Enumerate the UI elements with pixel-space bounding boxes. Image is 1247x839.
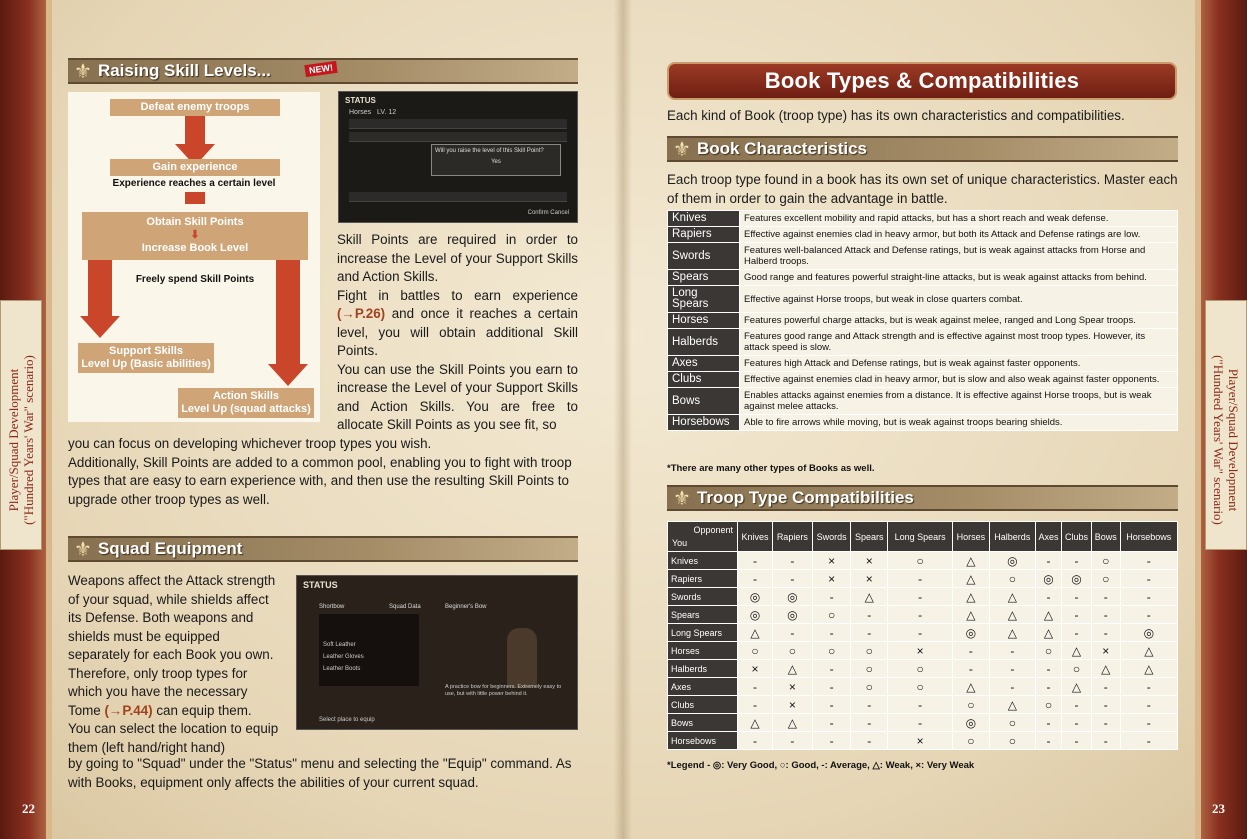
compat-row-header: Rapiers: [668, 570, 738, 588]
compat-cell: ×: [888, 732, 953, 750]
troop-type-description: Enables attacks against enemies from a distance. It is effective against Horse troops, but is weak against melee attacks.: [740, 388, 1178, 415]
compat-cell: -: [989, 678, 1035, 696]
compat-cell: ○: [1062, 660, 1092, 678]
characteristics-row: [668, 372, 1178, 388]
compat-row: [668, 606, 1178, 624]
book-gutter: [614, 0, 632, 839]
compat-row: [668, 570, 1178, 588]
status-skill-screenshot: STATUS Horses LV. 12 Will you raise the level of this Skill Point? Yes Confirm Cancel: [338, 91, 578, 223]
compat-cell: -: [888, 714, 953, 732]
characteristics-row: [668, 227, 1178, 243]
compat-cell: -: [1035, 588, 1061, 606]
flow-spend-note: Freely spend Skill Points: [135, 274, 255, 285]
book-characteristics-table: [667, 210, 1178, 431]
down-arrow-icon: ⬇: [190, 229, 200, 241]
book-types-intro: Each kind of Book (troop type) has its own characteristics and compatibilities.: [667, 108, 1125, 123]
compat-row: [668, 642, 1178, 660]
compat-cell: -: [851, 732, 888, 750]
compat-cell: ○: [1091, 570, 1120, 588]
raising-p1: Skill Points are required in order to increase the Level of your Support Skills and Action Skills.: [337, 232, 578, 284]
compat-cell: -: [812, 678, 851, 696]
troop-type-description: Good range and features powerful straight-line attacks, but is weak against attacks from behind.: [740, 270, 1178, 286]
compat-cell: -: [1035, 732, 1061, 750]
troop-type-name: Horsebows: [668, 415, 740, 431]
compat-cell: -: [1120, 714, 1177, 732]
compat-row: [668, 714, 1178, 732]
book-characteristics-header: [667, 136, 1178, 162]
troop-type-description: Features powerful charge attacks, but is weak against melee, ranged and Long Spear troops.: [740, 313, 1178, 329]
compat-cell: ○: [812, 642, 851, 660]
compat-column-header: Rapiers: [772, 522, 812, 552]
compat-cell: △: [989, 588, 1035, 606]
compat-cell: ○: [772, 642, 812, 660]
compat-cell: △: [738, 624, 773, 642]
compat-cell: -: [1062, 696, 1092, 714]
compat-cell: △: [953, 552, 990, 570]
compat-row: [668, 588, 1178, 606]
characteristics-row: [668, 415, 1178, 431]
compat-cell: -: [1091, 732, 1120, 750]
characteristics-row: [668, 356, 1178, 372]
compat-row-header: Halberds: [668, 660, 738, 678]
compat-cell: △: [772, 714, 812, 732]
compatibilities-title: Troop Type Compatibilities: [696, 488, 914, 507]
compat-cell: -: [812, 714, 851, 732]
compat-cell: -: [888, 570, 953, 588]
page-ref-44[interactable]: (→P.44): [104, 702, 153, 718]
flow-arrow-action: [276, 260, 300, 366]
compat-cell: ◎: [1035, 570, 1061, 588]
compat-cell: -: [851, 714, 888, 732]
compat-cell: ◎: [772, 606, 812, 624]
compat-cell: △: [1120, 660, 1177, 678]
characteristics-intro: Each troop type found in a book has its own set of unique characteristics. Master each of them in order to gain the advantage in battle.: [667, 172, 1178, 206]
compat-cell: ◎: [953, 624, 990, 642]
troop-type-description: Features excellent mobility and rapid attacks, but has a short reach and weak defense.: [740, 211, 1178, 227]
compat-row-header: Spears: [668, 606, 738, 624]
compat-cell: ○: [989, 570, 1035, 588]
raising-paragraph-bottom: [68, 435, 580, 509]
compat-column-header: Knives: [738, 522, 773, 552]
compat-row-header: Clubs: [668, 696, 738, 714]
fleur-de-lis-icon: ⚜: [673, 137, 691, 161]
book-characteristics-title: Book Characteristics: [696, 139, 868, 158]
right-page-number: 23: [1212, 801, 1225, 816]
compat-cell: △: [989, 696, 1035, 714]
characteristics-row: [668, 286, 1178, 313]
screenshot-troop-row: Horses LV. 12: [349, 109, 397, 116]
compat-cell: ×: [812, 570, 851, 588]
compat-cell: -: [1091, 714, 1120, 732]
compat-cell: -: [1062, 588, 1092, 606]
equipment-p2-cont: by going to "Squad" under the "Status" menu and selecting the "Equip" command. As with Books, equipment only affects the abilities of your current squad.: [68, 756, 572, 790]
compat-cell: -: [888, 588, 953, 606]
left-page-number: 22: [22, 801, 35, 816]
compat-cell: ○: [953, 696, 990, 714]
compat-row-header: Bows: [668, 714, 738, 732]
compat-cell: -: [772, 624, 812, 642]
compat-column-header: Horses: [953, 522, 990, 552]
compat-cell: -: [738, 696, 773, 714]
troop-type-name: Horses: [668, 313, 740, 329]
compat-row-header: Horsebows: [668, 732, 738, 750]
compat-row-header: Knives: [668, 552, 738, 570]
squad-equipment-title: Squad Equipment: [97, 539, 243, 558]
compat-cell: -: [812, 624, 851, 642]
compat-cell: -: [1091, 606, 1120, 624]
compat-row-header: Horses: [668, 642, 738, 660]
compat-column-header: Halberds: [989, 522, 1035, 552]
flow-step-experience: Gain experience: [110, 159, 280, 176]
equipment-p1: Weapons affect the Attack strength of your squad, while shields affect its Defense. Both weapons and shields must be equipped separately for each Book you own. Therefore, only troop types for which you have the necessary Tome (→P.44) can equip them.: [68, 573, 276, 718]
compat-cell: -: [1120, 696, 1177, 714]
compatibility-table: [667, 521, 1178, 750]
compat-cell: -: [1062, 552, 1092, 570]
characteristics-footnote: *There are many other types of Books as well.: [667, 463, 875, 474]
compat-cell: ×: [888, 642, 953, 660]
troop-type-name: Rapiers: [668, 227, 740, 243]
compat-row-header: Long Spears: [668, 624, 738, 642]
compat-cell: -: [772, 732, 812, 750]
compat-cell: △: [953, 606, 990, 624]
flow-arrowhead-action: [268, 364, 308, 386]
compatibilities-header: [667, 485, 1178, 511]
raising-p4: Additionally, Skill Points are added to a common pool, enabling you to fight with troop types that are easy to earn experience with, and then use the resulting Skill Points to upgrade other troop types as well.: [68, 454, 572, 507]
characteristics-row: [668, 270, 1178, 286]
compat-cell: △: [851, 588, 888, 606]
troop-type-description: Features well-balanced Attack and Defense ratings, but is weak against attacks from Horse and Halberd troops.: [740, 243, 1178, 270]
compat-row-header: Axes: [668, 678, 738, 696]
compat-column-header: Axes: [1035, 522, 1061, 552]
compat-cell: △: [953, 570, 990, 588]
compat-cell: -: [1120, 606, 1177, 624]
compat-cell: -: [953, 642, 990, 660]
new-badge: NEW!: [304, 61, 337, 77]
compat-cell: -: [738, 552, 773, 570]
compat-cell: ×: [1091, 642, 1120, 660]
compat-cell: -: [772, 570, 812, 588]
compat-cell: -: [1120, 732, 1177, 750]
troop-type-description: Features high Attack and Defense ratings, but is weak against faster opponents.: [740, 356, 1178, 372]
compat-cell: -: [851, 606, 888, 624]
troop-type-name: Axes: [668, 356, 740, 372]
compat-cell: -: [1091, 678, 1120, 696]
compat-cell: △: [1062, 678, 1092, 696]
compat-row: [668, 624, 1178, 642]
raising-p3: You can use the Skill Points you earn to increase the Level of your Support Skills and Action Skills. You are free to allocate Skill Points as you see fit, so: [337, 361, 578, 432]
compat-cell: △: [953, 588, 990, 606]
compat-row: [668, 696, 1178, 714]
compat-row: [668, 552, 1178, 570]
right-side-label: Player/Squad Development ("Hundred Years' War" scenario): [1211, 355, 1241, 525]
compat-column-header: Clubs: [1062, 522, 1092, 552]
compat-column-header: Bows: [1091, 522, 1120, 552]
raising-paragraph-right: [337, 231, 578, 435]
compat-cell: -: [1035, 714, 1061, 732]
compat-legend: *Legend - ◎: Very Good, ○: Good, -: Average, △: Weak, ×: Very Weak: [667, 760, 975, 771]
compat-cell: -: [812, 732, 851, 750]
compat-cell: ○: [738, 642, 773, 660]
compat-cell: △: [989, 606, 1035, 624]
compat-column-header: Horsebows: [1120, 522, 1177, 552]
compat-cell: -: [1120, 588, 1177, 606]
compat-cell: △: [1035, 606, 1061, 624]
fleur-de-lis-icon: ⚜: [74, 59, 92, 83]
compat-cell: ×: [738, 660, 773, 678]
flow-action-skills: Action Skills Level Up (squad attacks): [178, 388, 314, 418]
compat-cell: △: [1062, 642, 1092, 660]
flow-arrow-2: [185, 192, 205, 204]
troop-type-name: Halberds: [668, 329, 740, 356]
compat-cell: ×: [851, 552, 888, 570]
compat-row: [668, 732, 1178, 750]
troop-type-description: Features good range and Attack strength and is effective against most troop types. However, its attack speed is slow.: [740, 329, 1178, 356]
characteristics-row: [668, 243, 1178, 270]
compat-cell: -: [851, 696, 888, 714]
troop-type-name: Knives: [668, 211, 740, 227]
compat-cell: ○: [888, 660, 953, 678]
screenshot-dialog: Will you raise the level of this Skill Point? Yes: [431, 144, 561, 176]
compat-cell: -: [1062, 624, 1092, 642]
compat-cell: ○: [989, 714, 1035, 732]
compat-cell: -: [738, 570, 773, 588]
compat-row-header: Swords: [668, 588, 738, 606]
troop-type-name: Spears: [668, 270, 740, 286]
compat-cell: △: [772, 660, 812, 678]
compat-cell: -: [989, 642, 1035, 660]
compat-cell: ◎: [1062, 570, 1092, 588]
book-types-title: Book Types & Compatibilities: [764, 68, 1080, 93]
characteristics-row: [668, 313, 1178, 329]
page-ref-26[interactable]: (→P.26): [337, 306, 386, 321]
flow-step-defeat: Defeat enemy troops: [110, 99, 280, 116]
skill-flow-diagram: [68, 92, 320, 422]
compat-cell: -: [1035, 552, 1061, 570]
compat-cell: -: [1062, 732, 1092, 750]
compat-cell: ×: [851, 570, 888, 588]
compat-cell: △: [1035, 624, 1061, 642]
compat-cell: -: [1120, 678, 1177, 696]
compat-cell: ○: [1091, 552, 1120, 570]
characteristics-row: [668, 211, 1178, 227]
compat-cell: -: [772, 552, 812, 570]
compat-cell: ○: [812, 606, 851, 624]
compat-cell: -: [738, 678, 773, 696]
compat-cell: -: [1062, 606, 1092, 624]
compat-row: [668, 678, 1178, 696]
compat-cell: -: [1091, 696, 1120, 714]
compat-cell: ○: [851, 660, 888, 678]
compat-column-header: Swords: [812, 522, 851, 552]
troop-type-name: Clubs: [668, 372, 740, 388]
compat-column-header: Long Spears: [888, 522, 953, 552]
compat-cell: -: [1035, 678, 1061, 696]
troop-type-description: Effective against enemies clad in heavy armor, but both its Attack and Defense ratings are low.: [740, 227, 1178, 243]
equip-list: Soft Leather Leather Gloves Leather Boots: [319, 614, 419, 686]
characteristics-row: [668, 329, 1178, 356]
equip-screenshot: STATUS Shortbow Squad Data Beginner's Bow Soft Leather Leather Gloves Leather Boots A practice bow for beginners. Extremely easy to use, but with little power behind it. Select place to equip: [296, 575, 578, 730]
compat-cell: ×: [772, 696, 812, 714]
compat-cell: -: [812, 696, 851, 714]
equipment-p2: You can select the location to equip them (left hand/right hand): [68, 721, 279, 755]
raising-p3-cont: you can focus on developing whichever troop types you wish.: [68, 436, 432, 451]
troop-type-description: Able to fire arrows while moving, but is weak against troops bearing shields.: [740, 415, 1178, 431]
troop-type-name: Long Spears: [668, 286, 740, 313]
compat-cell: ◎: [989, 552, 1035, 570]
compat-cell: ◎: [1120, 624, 1177, 642]
flow-arrow-1: [185, 116, 205, 146]
squad-equipment-header: [68, 536, 578, 562]
flow-experience-note: Experience reaches a certain level: [112, 178, 276, 189]
soldier-figure: [507, 628, 537, 688]
compat-cell: -: [1091, 588, 1120, 606]
compat-cell: -: [1091, 624, 1120, 642]
compat-cell: ○: [851, 642, 888, 660]
compat-cell: ○: [888, 678, 953, 696]
compat-cell: -: [812, 660, 851, 678]
compat-cell: ○: [989, 732, 1035, 750]
compat-cell: △: [953, 678, 990, 696]
compat-cell: △: [1120, 642, 1177, 660]
fleur-de-lis-icon: ⚜: [673, 486, 691, 510]
flow-arrow-support: [88, 260, 112, 318]
troop-type-name: Bows: [668, 388, 740, 415]
fleur-de-lis-icon: ⚜: [74, 537, 92, 561]
compat-cell: △: [989, 624, 1035, 642]
troop-type-description: Effective against enemies clad in heavy armor, but is slow and also weak against faster opponents.: [740, 372, 1178, 388]
compat-cell: -: [888, 624, 953, 642]
compat-cell: -: [1035, 660, 1061, 678]
compat-cell: ◎: [738, 606, 773, 624]
compat-cell: -: [1120, 552, 1177, 570]
compat-cell: ×: [812, 552, 851, 570]
compat-cell: ○: [953, 732, 990, 750]
compat-cell: ○: [1035, 696, 1061, 714]
equipment-paragraph-left: [68, 572, 281, 757]
troop-type-name: Swords: [668, 243, 740, 270]
characteristics-row: [668, 388, 1178, 415]
compat-column-header: Spears: [851, 522, 888, 552]
compat-cell: -: [1062, 714, 1092, 732]
compat-cell: -: [989, 660, 1035, 678]
compat-cell: -: [888, 606, 953, 624]
compat-cell: ×: [772, 678, 812, 696]
compat-cell: ○: [1035, 642, 1061, 660]
compat-cell: △: [738, 714, 773, 732]
compat-row: [668, 660, 1178, 678]
compat-cell: -: [738, 732, 773, 750]
flow-arrowhead-support: [80, 316, 120, 338]
compat-cell: -: [953, 660, 990, 678]
compat-cell: ◎: [738, 588, 773, 606]
compat-cell: -: [888, 696, 953, 714]
book-types-banner: [667, 62, 1177, 100]
compat-cell: ○: [888, 552, 953, 570]
raising-p2: Fight in battles to earn experience (→P.26) and once it reaches a certain level, you will obtain additional Skill Points.: [337, 287, 578, 358]
compat-cell: -: [812, 588, 851, 606]
troop-type-description: Effective against Horse troops, but weak in close quarters combat.: [740, 286, 1178, 313]
compat-cell: ◎: [772, 588, 812, 606]
compat-cell: ◎: [953, 714, 990, 732]
compat-cell: △: [1091, 660, 1120, 678]
compat-cell: ○: [851, 678, 888, 696]
compat-cell: -: [1120, 570, 1177, 588]
compat-corner: Opponent You: [668, 522, 738, 552]
flow-support-skills: Support Skills Level Up (Basic abilities): [78, 343, 214, 373]
raising-skill-title: Raising Skill Levels...: [97, 61, 271, 80]
flow-step-skill-points: Obtain Skill Points ⬇ Increase Book Level: [82, 212, 308, 260]
compat-cell: -: [851, 624, 888, 642]
left-side-label: Player/Squad Development ("Hundred Years' War" scenario): [6, 355, 36, 525]
